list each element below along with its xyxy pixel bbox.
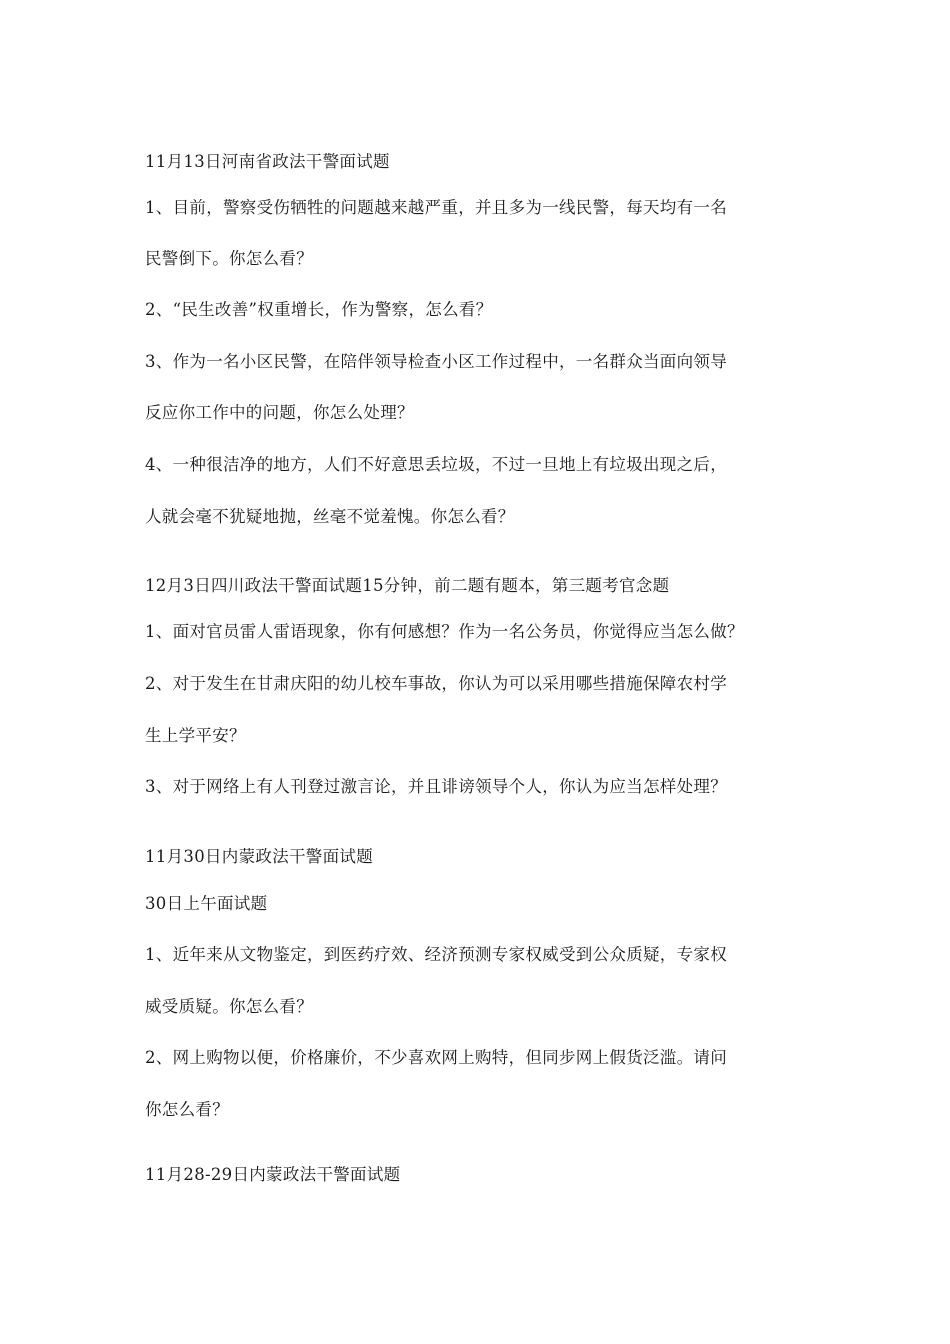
section-3-subheading: 30日上午面试题 (145, 894, 268, 913)
section-1-line-1: 1、目前，警察受伤牺牲的问题越来越严重，并且多为一线民警，每天均有一名 (145, 198, 727, 217)
section-3-line-4: 你怎么看？ (145, 1100, 229, 1119)
section-2-heading: 12月3日四川政法干警面试题15分钟，前二题有题本，第三题考官念题 (145, 576, 670, 595)
section-1-line-2: 民警倒下。你怎么看？ (145, 249, 313, 268)
section-3-heading: 11月30日内蒙政法干警面试题 (145, 847, 373, 866)
section-4-heading: 11月28-29日内蒙政法干警面试题 (145, 1165, 401, 1184)
section-2-line-4: 3、对于网络上有人刊登过激言论，并且诽谤领导个人，你认为应当怎样处理？ (145, 777, 727, 796)
section-1-line-3: 2、“民生改善”权重增长，作为警察，怎么看？ (145, 300, 493, 319)
section-3-line-1: 1、近年来从文物鉴定，到医药疗效、经济预测专家权威受到公众质疑，专家权 (145, 945, 727, 964)
section-1-line-7: 人就会毫不犹疑地抛，丝毫不觉羞愧。你怎么看？ (145, 507, 515, 526)
section-1-line-5: 反应你工作中的问题，你怎么处理？ (145, 403, 414, 422)
section-1-line-4: 3、作为一名小区民警，在陪伴领导检查小区工作过程中，一名群众当面向领导 (145, 352, 727, 371)
section-2-line-1: 1、面对官员雷人雷语现象，你有何感想？作为一名公务员，你觉得应当怎么做？ (145, 622, 744, 641)
section-3-line-2: 威受质疑。你怎么看？ (145, 997, 313, 1016)
section-2-line-3: 生上学平安？ (145, 726, 246, 745)
section-3-line-3: 2、网上购物以便，价格廉价，不少喜欢网上购特，但同步网上假货泛滥。请问 (145, 1048, 727, 1067)
section-1-heading: 11月13日河南省政法干警面试题 (145, 152, 390, 171)
section-2-line-2: 2、对于发生在甘肃庆阳的幼儿校车事故，你认为可以采用哪些措施保障农村学 (145, 674, 727, 693)
section-1-line-6: 4、一种很洁净的地方，人们不好意思丢垃圾，不过一旦地上有垃圾出现之后， (145, 455, 727, 474)
